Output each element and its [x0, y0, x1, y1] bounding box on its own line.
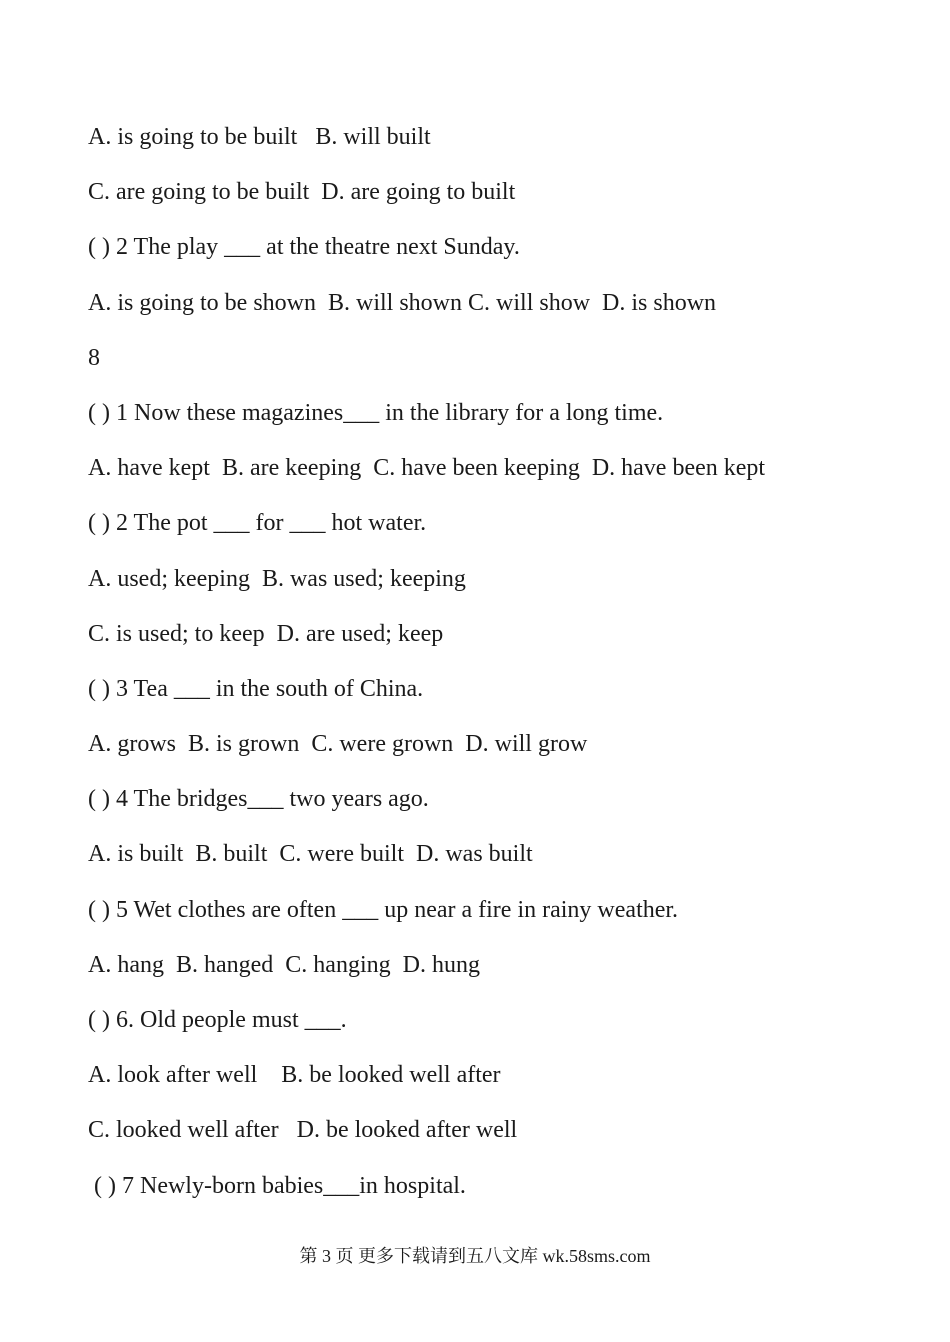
option-line: A. is going to be built B. will built: [88, 124, 431, 150]
option-line: A. used; keeping B. was used; keeping: [88, 565, 466, 592]
option-line: A. is going to be shown B. will shown C. will show D. is shown: [88, 289, 717, 316]
option-line: C. looked well after D. be looked after well: [88, 1117, 518, 1144]
option-line: A. hang B. hanged C. hanging D. hung: [88, 951, 480, 978]
question-line: ( ) 2 The play ___ at the theatre next Sunday.: [88, 234, 520, 261]
question-line: ( ) 5 Wet clothes are often ___ up near a fire in rainy weather.: [88, 896, 679, 923]
option-line: A. have kept B. are keeping C. have been keeping D. have been kept: [88, 455, 766, 482]
section-number: 8: [88, 344, 100, 371]
question-line: ( ) 1 Now these magazines___ in the library for a long time.: [88, 399, 664, 426]
question-list: [88, 119, 888, 1223]
question-line: ( ) 7 Newly-born babies___in hospital.: [88, 1172, 466, 1199]
question-line: ( ) 6. Old people must ___.: [88, 1007, 347, 1033]
option-line: A. grows B. is grown C. were grown D. will grow: [88, 731, 588, 758]
option-line: A. is built B. built C. were built D. was built: [88, 841, 533, 868]
option-line: C. are going to be built D. are going to built: [88, 179, 516, 206]
option-line: A. look after well B. be looked well after: [88, 1062, 501, 1089]
question-line: ( ) 4 The bridges___ two years ago.: [88, 786, 429, 813]
option-line: C. is used; to keep D. are used; keep: [88, 620, 444, 647]
question-line: ( ) 2 The pot ___ for ___ hot water.: [88, 510, 427, 537]
page-footer: 第 3 页 更多下载请到五八文库 wk.58sms.com: [299, 1246, 651, 1266]
question-line: ( ) 3 Tea ___ in the south of China.: [88, 675, 424, 702]
